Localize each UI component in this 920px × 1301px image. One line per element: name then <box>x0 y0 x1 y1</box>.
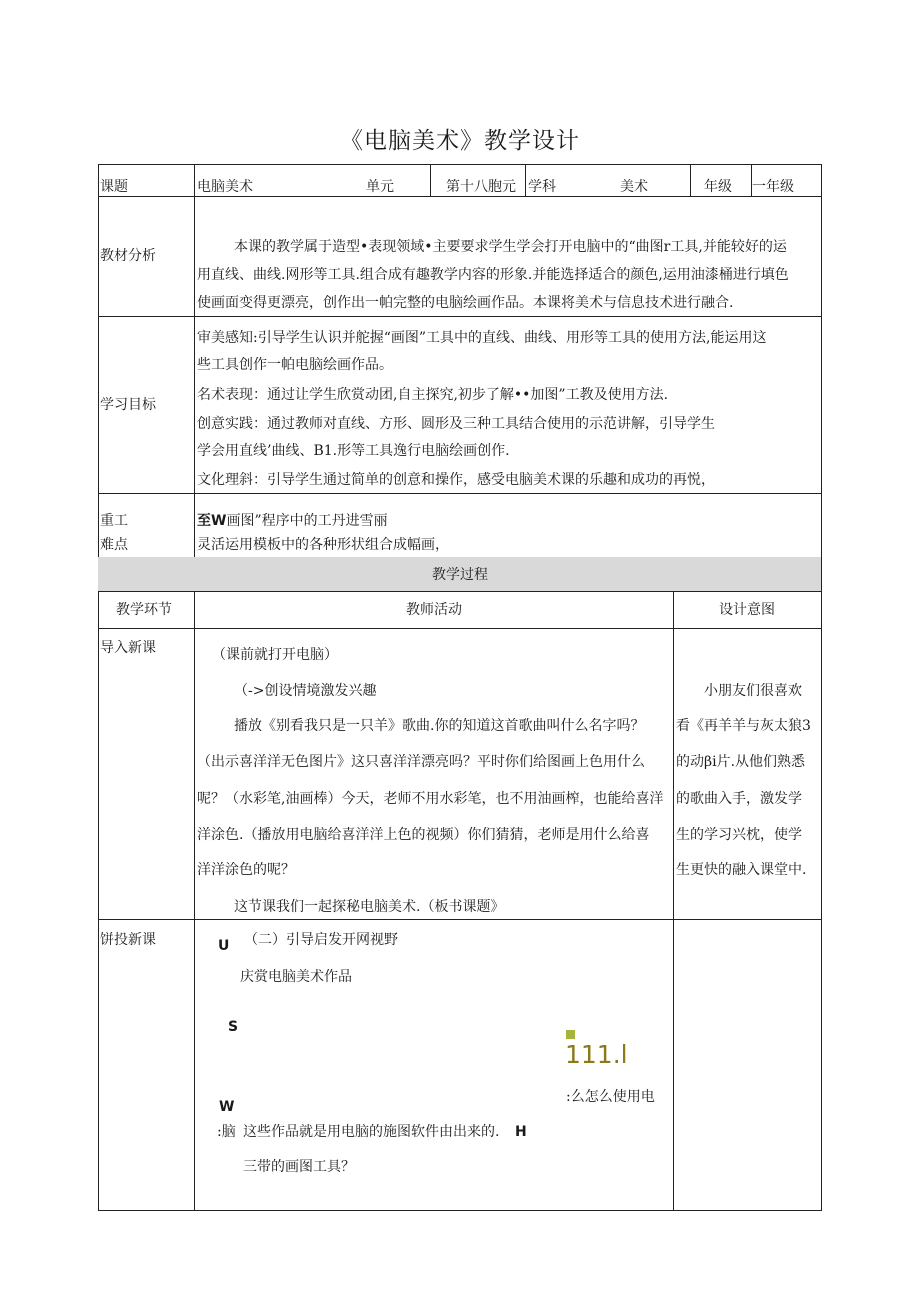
col-header-intent: 设计意图 <box>719 602 775 618</box>
course-label: 课题 <box>100 179 128 195</box>
goal-line: 审美感知:引导学生认识并舵握“画图”工具中的直线、曲线、用形等工具的使用方法,能运用这 <box>197 330 767 346</box>
analysis-line: 用直线、曲线.网形等工具.组合成有趣教学内容的形象.并能选择适合的颜色,运用油漆桶进行填色 <box>197 267 789 283</box>
course-value: 电脑美术 <box>197 179 253 195</box>
stray-mark: U <box>218 938 230 954</box>
stage-name: 饼投新课 <box>100 932 156 948</box>
col-divider <box>690 164 691 196</box>
design-intent-line: 小朋友们很喜欢 <box>704 683 802 699</box>
teacher-activity-line: 三带的画图工具？ <box>243 1159 355 1175</box>
teacher-activity-line: 洋涂色.（播放用电脑给喜洋洋上色的视频）你们猜猜，老师是用什么给喜 <box>197 827 650 843</box>
col-header-teacher: 教师活动 <box>406 602 462 618</box>
teacher-activity-line: :么怎么使用电 <box>566 1089 655 1105</box>
col-divider <box>673 591 674 1211</box>
grade-label: 年级 <box>704 179 732 195</box>
teacher-activity-line <box>217 1122 236 1142</box>
table-border-left <box>98 164 99 1211</box>
table-border-bottom <box>98 1210 822 1211</box>
stray-mark: H <box>515 1124 527 1140</box>
design-intent-line: 的动βi片.从他们熟悉 <box>676 754 806 770</box>
teacher-activity-line: 播放《别看我只是一只羊》歌曲.你的知道这首歌曲叫什么名字吗？ <box>234 718 645 734</box>
col-divider <box>525 164 526 196</box>
stray-mark: W <box>219 1099 235 1115</box>
teacher-activity-line: 这些作品就是用电脑的施图软件由出来的. <box>243 1124 500 1140</box>
analysis-label: 教材分析 <box>100 248 156 264</box>
row-divider <box>98 493 822 494</box>
unit-label: 单元 <box>366 179 394 195</box>
difficulty-label: 难点 <box>100 537 128 553</box>
row-divider <box>98 628 822 629</box>
design-intent-line: 看《再羊羊与灰太狼3 <box>676 718 811 734</box>
stage-name: 导入新课 <box>100 640 156 656</box>
col-divider <box>194 164 195 557</box>
goal-line: 创意实践：通过教师对直线、方形、圆形及三种工具结合使用的示范讲解，引导学生 <box>197 416 715 432</box>
process-header: 教学过程 <box>432 567 488 583</box>
grade-value: 一年级 <box>752 179 794 195</box>
teacher-activity-line: 洋洋涂色的呢？ <box>197 862 295 878</box>
key-point-prefix: 至W <box>197 513 227 529</box>
key-point-line <box>197 511 388 531</box>
teacher-activity-line: 这节课我们一起探秘电脑美术.（板书课题》 <box>234 899 505 915</box>
design-intent-line: 生的学习兴枕，使学 <box>676 827 802 843</box>
col-header-stage: 教学环节 <box>116 602 172 618</box>
row-divider <box>98 591 822 592</box>
subject-label: 学科 <box>528 179 556 195</box>
teacher-activity-line: （课前就打开电脑） <box>212 647 338 663</box>
table-border-top <box>98 164 822 165</box>
subject-value: 美术 <box>620 179 648 195</box>
unit-value: 第十八胞元 <box>446 179 516 195</box>
design-intent-line: 的歌曲入手，激发学 <box>676 791 802 807</box>
key-point-text: 画图”程序中的工丹进雪丽 <box>226 513 388 529</box>
goal-line: 些工具创作一帕电脑绘画作品。 <box>197 357 393 373</box>
artwork-image-text: 111.l <box>565 1040 628 1069</box>
artwork-image-fragment <box>566 1030 575 1039</box>
difficulty-line: 灵活运用模板中的各种形状组合成幅画， <box>197 537 449 553</box>
row-divider <box>98 919 822 920</box>
teacher-activity-line: 庆赏电脑美术作品 <box>240 969 352 985</box>
design-intent-line: 生更快的融入课堂中. <box>676 862 807 878</box>
table-border-right <box>821 164 822 1211</box>
document-title: 《电脑美术》教学设计 <box>340 128 580 154</box>
row-divider <box>98 316 822 317</box>
goals-label: 学习目标 <box>100 397 156 413</box>
teacher-activity-line: （->创设情境激发兴趣 <box>234 683 377 699</box>
analysis-line: 本课的教学属于造型•表现领域•主要要求学生学会打开电脑中的“曲图r工具,并能较好的运 <box>234 239 787 255</box>
key-points-label: 重工 <box>100 513 128 529</box>
goal-line: 文化理斜：引导学生通过简单的创意和操作，感受电脑美术课的乐趣和成功的再悦， <box>197 472 715 488</box>
stray-mark: S <box>228 1019 239 1035</box>
analysis-line: 使画面变得更漂亮，创作出一帕完整的电脑绘画作品。本课将美术与信息技术进行融合. <box>197 295 734 311</box>
teacher-activity-line: （二）引导启发开网视野 <box>244 932 398 948</box>
col-divider <box>194 591 195 1211</box>
line-prefix: :脑 <box>217 1124 236 1140</box>
goal-line: 名术表现：通过让学生欣赏动团,自主探究,初步了解••加图”工教及使用方法. <box>197 387 669 403</box>
teacher-activity-line: 呢？（水彩笔,油画棒）今天，老师不用水彩笔，也不用油画榨，也能给喜洋 <box>197 791 664 807</box>
col-divider <box>430 164 431 196</box>
teacher-activity-line: （出示喜洋洋无色图片》这只喜洋洋漂亮吗？平时你们给图画上色用什么 <box>197 754 645 770</box>
goal-line: 学会用直线’曲线、B1.形等工具逸行电脑绘画创作. <box>197 443 510 459</box>
